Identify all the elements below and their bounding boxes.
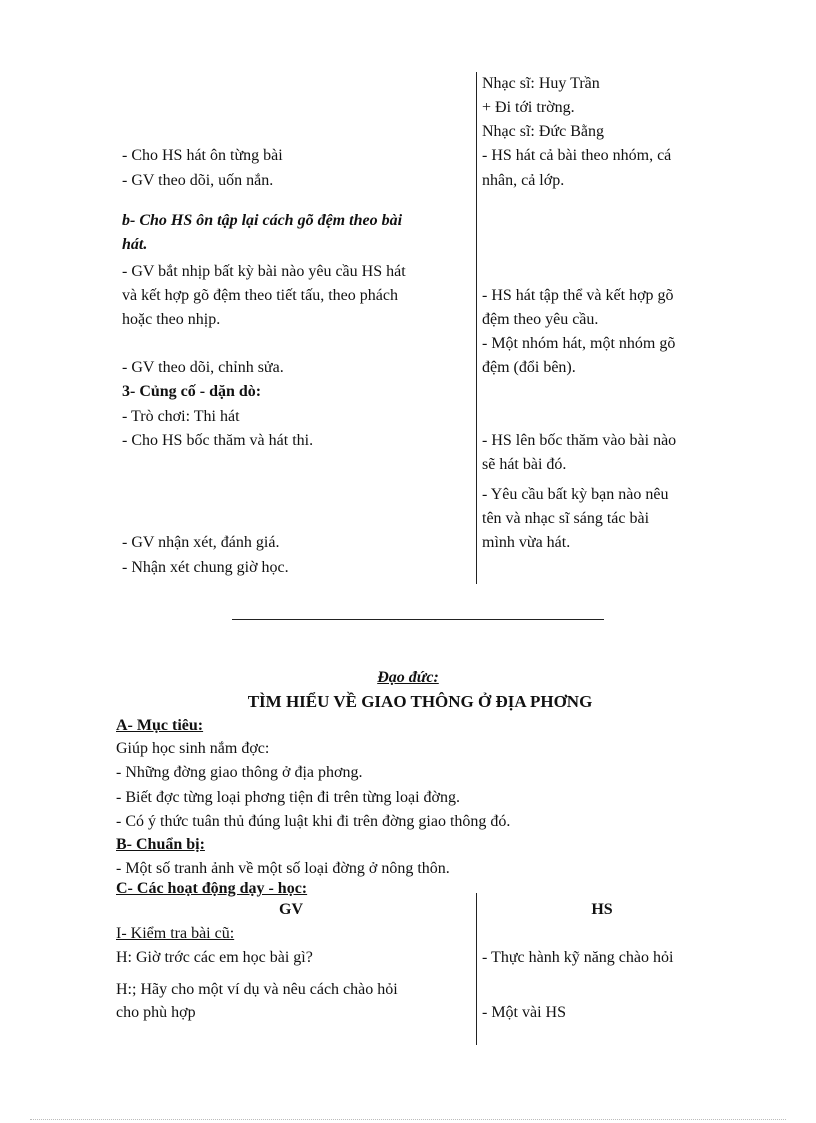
objective-line: Giúp học sinh nắm đợc:	[116, 740, 270, 757]
hs-activity: - HS lên bốc thăm vào bài nào	[482, 432, 677, 449]
section-separator	[232, 619, 604, 620]
column-header-gv: GV	[279, 901, 303, 918]
gv-activity: - Cho HS hát ôn từng bài	[122, 147, 283, 164]
top-column-divider	[476, 72, 477, 584]
hs-activity: mình vừa hát.	[482, 534, 571, 551]
gv-activity: - GV nhận xét, đánh giá.	[122, 534, 280, 551]
activity-column-divider	[476, 893, 477, 1045]
gv-activity: - GV theo dõi, chỉnh sửa.	[122, 359, 284, 376]
gv-activity: - Trò chơi: Thi hát	[122, 408, 240, 425]
objective-line: - Những đờng giao thông ở địa phơng.	[116, 764, 363, 781]
gv-activity: - GV bắt nhịp bất kỳ bài nào yêu cầu HS hát	[122, 263, 406, 280]
hs-activity: tên và nhạc sĩ sáng tác bài	[482, 510, 650, 527]
section-heading-b: b- Cho HS ôn tập lại cách gõ đệm theo bài	[122, 212, 403, 229]
section-heading-3: 3- Củng cố - dặn dò:	[122, 383, 262, 400]
gv-activity: - Nhận xét chung giờ học.	[122, 559, 289, 576]
section-b-heading: B- Chuẩn bị:	[116, 836, 205, 853]
gv-question: H: Giờ trớc các em học bài gì?	[116, 949, 313, 966]
preparation-line: - Một số tranh ảnh về một số loại đờng ở nông thôn.	[116, 860, 450, 877]
composer-line: Nhạc sĩ: Đức Bằng	[482, 123, 604, 140]
gv-activity: - GV theo dõi, uốn nắn.	[122, 172, 274, 189]
gv-activity: và kết hợp gõ đệm theo tiết tấu, theo phách	[122, 287, 398, 304]
hs-answer: - Thực hành kỹ năng chào hỏi	[482, 949, 674, 966]
section-heading-b-cont: hát.	[122, 236, 148, 253]
hs-activity: đệm (đổi bên).	[482, 359, 576, 376]
gv-activity: - Cho HS bốc thăm và hát thi.	[122, 432, 314, 449]
subject-title: Đạo đức:	[377, 669, 439, 686]
gv-activity: hoặc theo nhịp.	[122, 311, 221, 328]
composer-line: Nhạc sĩ: Huy Trần	[482, 75, 600, 92]
gv-question: H:; Hãy cho một ví dụ và nêu cách chào hỏi	[116, 981, 398, 998]
section-a-heading: A- Mục tiêu:	[116, 717, 204, 734]
section-c-heading: C- Các hoạt động dạy - học:	[116, 880, 308, 897]
hs-activity: - HS hát cả bài theo nhóm, cá	[482, 147, 672, 164]
subsection-heading: I- Kiểm tra bài cũ:	[116, 925, 235, 942]
page-bottom-edge	[30, 1119, 786, 1120]
hs-activity: đệm theo yêu cầu.	[482, 311, 599, 328]
column-header-hs: HS	[591, 901, 613, 918]
hs-activity: nhân, cả lớp.	[482, 172, 565, 189]
hs-activity: - Một nhóm hát, một nhóm gõ	[482, 335, 676, 352]
hs-activity: - HS hát tập thể và kết hợp gõ	[482, 287, 674, 304]
hs-answer: - Một vài HS	[482, 1004, 566, 1021]
lesson-title: TÌM HIỂU VỀ GIAO THÔNG Ở ĐỊA PHƠNG	[247, 692, 593, 711]
objective-line: - Biết đợc từng loại phơng tiện đi trên từng loại đờng.	[116, 789, 461, 806]
hs-activity: sẽ hát bài đó.	[482, 456, 567, 473]
hs-activity: - Yêu cầu bất kỳ bạn nào nêu	[482, 486, 669, 503]
song-line: + Đi tới trờng.	[482, 99, 575, 116]
gv-question: cho phù hợp	[116, 1004, 196, 1021]
objective-line: - Có ý thức tuân thủ đúng luật khi đi trên đờng giao thông đó.	[116, 813, 511, 830]
